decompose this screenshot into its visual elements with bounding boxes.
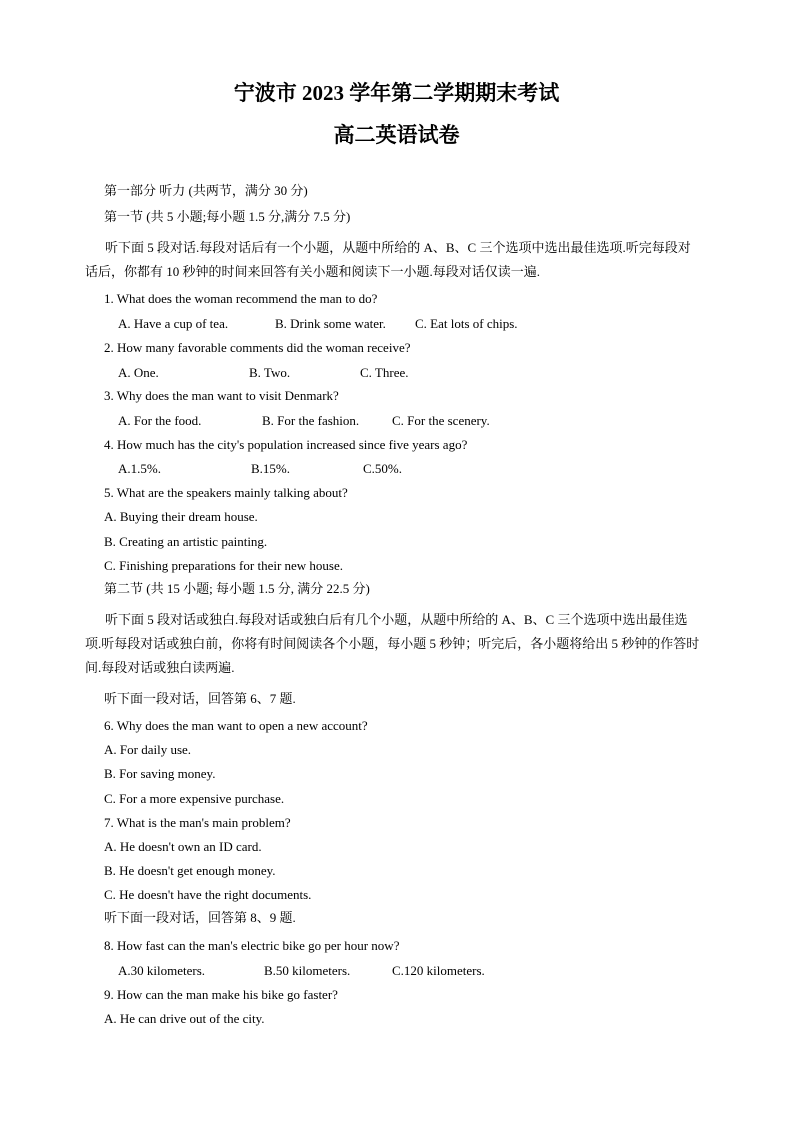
q4-option-b: B.15%.	[251, 461, 290, 476]
q2-option-a: A. One.	[118, 365, 159, 380]
exam-title: 宁波市 2023 学年第二学期期末考试	[233, 81, 560, 105]
q5-option-a: A. Buying their dream house.	[104, 509, 258, 524]
question-6: 6. Why does the man want to open a new account?	[104, 718, 368, 733]
q1-option-b: B. Drink some water.	[275, 316, 386, 331]
section1-instructions: 听下面 5 段对话.每段对话后有一个小题，从题中所给的 A、B、C 三个选项中选出最佳选项.听完每段对话后，你都有 10 秒钟的时间来回答有关小题和阅读下一小题.每段对话仅读一遍.	[85, 240, 691, 279]
q2-option-c: C. Three.	[360, 365, 409, 380]
q4-option-c: C.50%.	[363, 461, 402, 476]
q5-option-c: C. Finishing preparations for their new house.	[104, 558, 344, 573]
section1-heading: 第一节 (共 5 小题;每小题 1.5 分,满分 7.5 分)	[104, 209, 351, 224]
section2-instructions: 听下面 5 段对话或独白.每段对话或独白后有几个小题，从题中所给的 A、B、C 三个选项中选出最佳选项.听每段对话或独白前，你将有时间阅读各个小题，每小题 5 秒钟；听完后，各小题将给出 5 秒钟的作答时间.每段对话或独白读两遍.	[85, 612, 700, 675]
q3-option-a: A. For the food.	[118, 413, 202, 428]
section2-heading: 第二节 (共 15 小题; 每小题 1.5 分, 满分 22.5 分)	[104, 581, 370, 596]
q6-option-a: A. For daily use.	[104, 742, 192, 757]
question-5: 5. What are the speakers mainly talking about?	[104, 485, 348, 500]
q6-option-c: C. For a more expensive purchase.	[104, 791, 285, 806]
q7-option-c: C. He doesn't have the right documents.	[104, 887, 312, 902]
question-3: 3. Why does the man want to visit Denmark?	[104, 388, 339, 403]
question-9: 9. How can the man make his bike go faster?	[104, 987, 338, 1002]
dialogue-6-7-instruction: 听下面一段对话，回答第 6、7 题.	[104, 691, 296, 706]
question-4: 4. How much has the city's population increased since five years ago?	[104, 437, 468, 452]
q4-option-a: A.1.5%.	[118, 461, 161, 476]
q9-option-a: A. He can drive out of the city.	[104, 1011, 265, 1026]
q3-option-c: C. For the scenery.	[392, 413, 490, 428]
question-2: 2. How many favorable comments did the woman receive?	[104, 340, 411, 355]
q5-option-b: B. Creating an artistic painting.	[104, 534, 268, 549]
q7-option-b: B. He doesn't get enough money.	[104, 863, 276, 878]
question-8: 8. How fast can the man's electric bike go per hour now?	[104, 938, 400, 953]
q3-option-b: B. For the fashion.	[262, 413, 360, 428]
dialogue-8-9-instruction: 听下面一段对话，回答第 8、9 题.	[104, 910, 296, 925]
q8-option-b: B.50 kilometers.	[264, 963, 351, 978]
question-7: 7. What is the man's main problem?	[104, 815, 291, 830]
q1-option-a: A. Have a cup of tea.	[118, 316, 229, 331]
question-1: 1. What does the woman recommend the man to do?	[104, 291, 378, 306]
q8-option-c: C.120 kilometers.	[392, 963, 485, 978]
q2-option-b: B. Two.	[249, 365, 291, 380]
q7-option-a: A. He doesn't own an ID card.	[104, 839, 262, 854]
part1-heading: 第一部分 听力 (共两节，满分 30 分)	[104, 183, 308, 198]
q8-option-a: A.30 kilometers.	[118, 963, 206, 978]
q6-option-b: B. For saving money.	[104, 766, 216, 781]
exam-subtitle: 高二英语试卷	[333, 123, 460, 147]
q1-option-c: C. Eat lots of chips.	[415, 316, 518, 331]
